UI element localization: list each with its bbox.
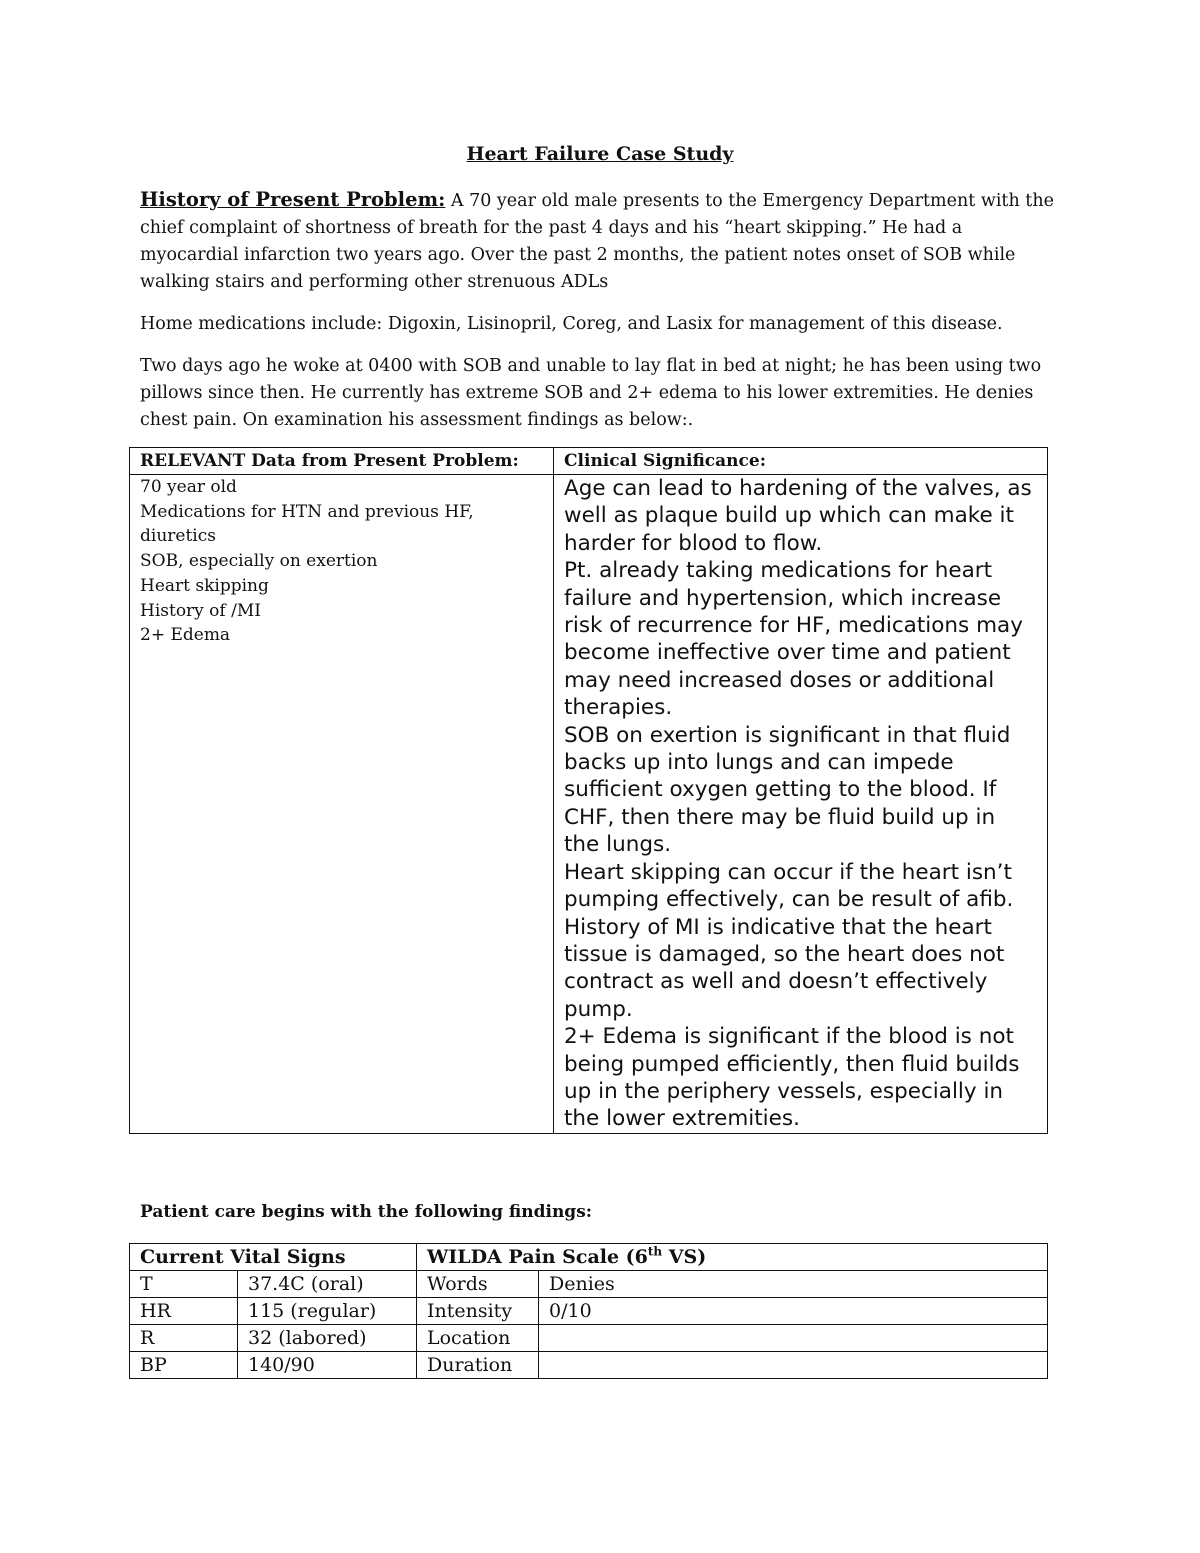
list-item: SOB, especially on exertion [140, 551, 378, 572]
table-row [130, 1298, 1048, 1325]
history-paragraph [140, 186, 1065, 296]
pain-value: 0/10 [539, 1298, 1048, 1325]
list-item: History of /MI [140, 600, 261, 621]
wilda-header-text: WILDA Pain Scale (6 [427, 1246, 648, 1268]
clinical-significance-cell [554, 475, 1048, 1134]
vital-label: R [130, 1325, 238, 1352]
list-item: Pt. already taking medications for heart failure and hypertension, which increase risk of recurrence for HF, medications may become ineffective over time and patient may need increased doses or additional therapies. [564, 558, 1023, 721]
list-item: 70 year old [140, 477, 237, 497]
table-header-row [130, 448, 1048, 475]
list-item: 2+ Edema [140, 625, 231, 646]
pain-value [539, 1352, 1048, 1379]
list-item: History of MI is indicative that the heart tissue is damaged, so the heart does not contract as well and doesn’t effectively pump. [564, 914, 1005, 1022]
home-meds-paragraph: Home medications include: Digoxin, Lisinopril, Coreg, and Lasix for management of this disease. [140, 314, 1003, 334]
wilda-header-superscript: th [647, 1244, 663, 1259]
clinical-significance-header: Clinical Significance: [554, 448, 1048, 475]
pain-label: Words [417, 1271, 539, 1298]
table-header-row [130, 1244, 1048, 1271]
vital-signs-header: Current Vital Signs [130, 1244, 417, 1271]
relevant-data-cell [130, 475, 554, 1134]
list-item: Age can lead to hardening of the valves, as well as plaque build up which can make it harder for blood to flow. [564, 476, 1032, 556]
vital-label: BP [130, 1352, 238, 1379]
table-row [130, 1325, 1048, 1352]
relevant-data-header: RELEVANT Data from Present Problem: [130, 448, 554, 475]
pain-value [539, 1325, 1048, 1352]
intro-section [140, 186, 1065, 449]
pain-label: Location [417, 1325, 539, 1352]
list-item: Medications for HTN and previous HF, diuretics [140, 501, 474, 547]
list-item: SOB on exertion is significant in that fluid backs up into lungs and can impede sufficient oxygen getting to the blood. If CHF, then there may be fluid build up in the lungs. [564, 722, 1011, 858]
vital-value: 37.4C (oral) [238, 1271, 417, 1298]
vital-value: 115 (regular) [238, 1298, 417, 1325]
relevant-data-table [129, 447, 1048, 1134]
vital-label: HR [130, 1298, 238, 1325]
vital-value: 140/90 [238, 1352, 417, 1379]
history-text: A 70 year old male presents to the Emergency Department with the chief complaint of shortness of breath for the past 4 days and his “heart skipping.” He had a myocardial infarction two years ago. Over the past 2 months, the patient notes onset of SOB while walking stairs and performing other strenuous ADLs [140, 191, 1054, 292]
two-days-paragraph: Two days ago he woke at 0400 with SOB and unable to lay flat in bed at night; he has been using two pillows since then. He currently has extreme SOB and 2+ edema to his lower extremities. He denies chest pain. On examination his assessment findings as below:. [140, 356, 1042, 430]
table-row [130, 1352, 1048, 1379]
pain-value: Denies [539, 1271, 1048, 1298]
list-item: Heart skipping can occur if the heart isn’t pumping effectively, can be result of afib. [564, 859, 1014, 913]
vitals-table [129, 1243, 1048, 1379]
wilda-header-tail: VS) [662, 1246, 707, 1268]
pain-label: Duration [417, 1352, 539, 1379]
wilda-pain-header [417, 1244, 1048, 1271]
vital-label: T [130, 1271, 238, 1298]
findings-heading: Patient care begins with the following findings: [140, 1202, 593, 1222]
page-title: Heart Failure Case Study [466, 143, 734, 165]
history-label: History of Present Problem: [140, 188, 446, 211]
table-row [130, 1271, 1048, 1298]
table-row [130, 475, 1048, 1134]
list-item: Heart skipping [140, 575, 269, 596]
pain-label: Intensity [417, 1298, 539, 1325]
vital-value: 32 (labored) [238, 1325, 417, 1352]
list-item: 2+ Edema is significant if the blood is not being pumped efficiently, then fluid builds up in the periphery vessels, especially in the lower extremities. [564, 1024, 1020, 1132]
